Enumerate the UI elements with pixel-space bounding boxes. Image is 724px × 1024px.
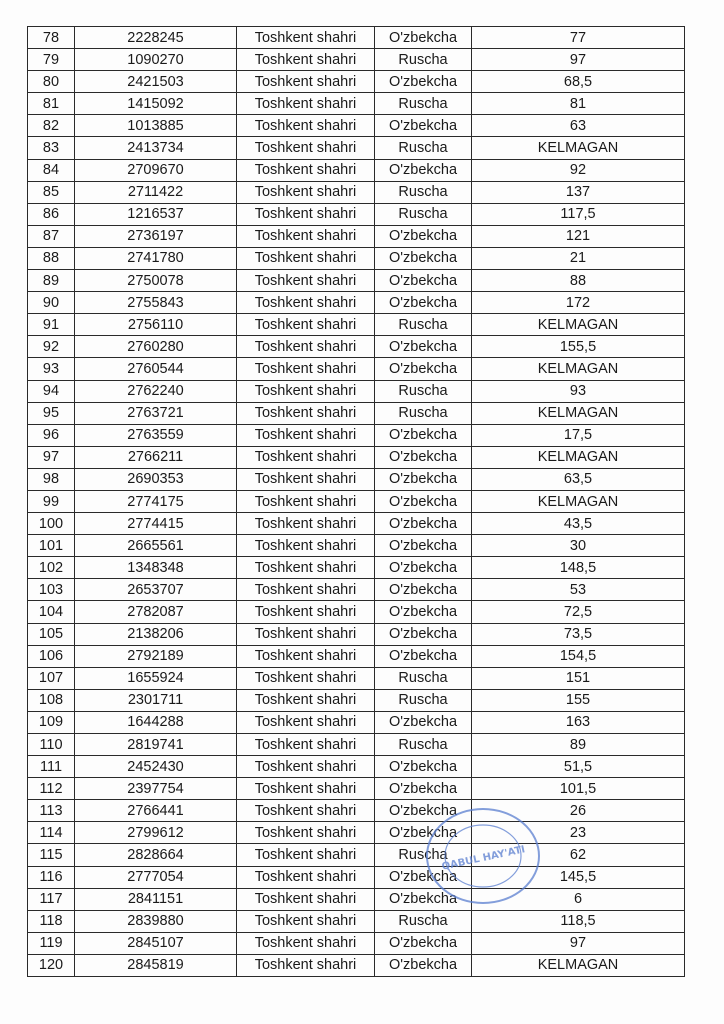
region-cell: Toshkent shahri — [237, 822, 375, 844]
score-cell: 118,5 — [472, 910, 685, 932]
row-number-cell: 120 — [28, 954, 75, 976]
region-cell: Toshkent shahri — [237, 137, 375, 159]
applicant-id-cell: 2709670 — [75, 159, 237, 181]
score-cell: 88 — [472, 270, 685, 292]
table-row — [28, 954, 685, 976]
row-number-cell: 110 — [28, 734, 75, 756]
row-number-cell: 96 — [28, 424, 75, 446]
region-cell: Toshkent shahri — [237, 225, 375, 247]
language-cell: O'zbekcha — [375, 954, 472, 976]
region-cell: Toshkent shahri — [237, 756, 375, 778]
score-cell: 21 — [472, 247, 685, 269]
table-row — [28, 513, 685, 535]
score-cell: 155 — [472, 689, 685, 711]
language-cell: O'zbekcha — [375, 932, 472, 954]
row-number-cell: 80 — [28, 71, 75, 93]
score-cell: 30 — [472, 535, 685, 557]
score-cell: 26 — [472, 800, 685, 822]
table-row — [28, 667, 685, 689]
score-cell: 97 — [472, 49, 685, 71]
row-number-cell: 109 — [28, 711, 75, 733]
applicant-id-cell: 2792189 — [75, 645, 237, 667]
applicant-id-cell: 2760280 — [75, 336, 237, 358]
table-row — [28, 888, 685, 910]
region-cell: Toshkent shahri — [237, 247, 375, 269]
row-number-cell: 82 — [28, 115, 75, 137]
table-row — [28, 49, 685, 71]
score-cell: 151 — [472, 667, 685, 689]
score-cell: KELMAGAN — [472, 954, 685, 976]
table-row — [28, 159, 685, 181]
row-number-cell: 119 — [28, 932, 75, 954]
table-row — [28, 711, 685, 733]
region-cell: Toshkent shahri — [237, 910, 375, 932]
row-number-cell: 113 — [28, 800, 75, 822]
score-cell: 68,5 — [472, 71, 685, 93]
region-cell: Toshkent shahri — [237, 446, 375, 468]
applicant-id-cell: 2755843 — [75, 292, 237, 314]
applicant-id-cell: 2736197 — [75, 225, 237, 247]
region-cell: Toshkent shahri — [237, 601, 375, 623]
language-cell: O'zbekcha — [375, 270, 472, 292]
score-cell: 17,5 — [472, 424, 685, 446]
region-cell: Toshkent shahri — [237, 689, 375, 711]
table-row — [28, 932, 685, 954]
applicant-id-cell: 2750078 — [75, 270, 237, 292]
table-row — [28, 756, 685, 778]
region-cell: Toshkent shahri — [237, 866, 375, 888]
region-cell: Toshkent shahri — [237, 711, 375, 733]
applicant-id-cell: 2762240 — [75, 380, 237, 402]
row-number-cell: 88 — [28, 247, 75, 269]
region-cell: Toshkent shahri — [237, 159, 375, 181]
row-number-cell: 89 — [28, 270, 75, 292]
row-number-cell: 90 — [28, 292, 75, 314]
applicant-id-cell: 2774175 — [75, 490, 237, 512]
language-cell: O'zbekcha — [375, 159, 472, 181]
table-row — [28, 358, 685, 380]
score-cell: 89 — [472, 734, 685, 756]
region-cell: Toshkent shahri — [237, 468, 375, 490]
score-cell: 92 — [472, 159, 685, 181]
score-cell: 6 — [472, 888, 685, 910]
table-row — [28, 446, 685, 468]
row-number-cell: 91 — [28, 314, 75, 336]
score-cell: 63 — [472, 115, 685, 137]
score-cell: 137 — [472, 181, 685, 203]
row-number-cell: 86 — [28, 203, 75, 225]
language-cell: O'zbekcha — [375, 225, 472, 247]
applicant-id-cell: 2711422 — [75, 181, 237, 203]
row-number-cell: 78 — [28, 27, 75, 49]
table-row — [28, 424, 685, 446]
language-cell: O'zbekcha — [375, 557, 472, 579]
score-cell: 145,5 — [472, 866, 685, 888]
language-cell: O'zbekcha — [375, 424, 472, 446]
language-cell: Ruscha — [375, 667, 472, 689]
table-row — [28, 645, 685, 667]
score-cell: KELMAGAN — [472, 490, 685, 512]
language-cell: Ruscha — [375, 689, 472, 711]
table-row — [28, 844, 685, 866]
table-row — [28, 822, 685, 844]
language-cell: O'zbekcha — [375, 292, 472, 314]
region-cell: Toshkent shahri — [237, 557, 375, 579]
row-number-cell: 118 — [28, 910, 75, 932]
table-row — [28, 734, 685, 756]
score-cell: 148,5 — [472, 557, 685, 579]
applicant-id-cell: 2413734 — [75, 137, 237, 159]
language-cell: Ruscha — [375, 734, 472, 756]
region-cell: Toshkent shahri — [237, 27, 375, 49]
row-number-cell: 112 — [28, 778, 75, 800]
stamp-text: QABUL HAY'ATI — [440, 844, 527, 873]
applicant-id-cell: 2756110 — [75, 314, 237, 336]
table-row — [28, 623, 685, 645]
table-row — [28, 137, 685, 159]
row-number-cell: 87 — [28, 225, 75, 247]
row-number-cell: 108 — [28, 689, 75, 711]
applicant-id-cell: 2397754 — [75, 778, 237, 800]
row-number-cell: 81 — [28, 93, 75, 115]
language-cell: O'zbekcha — [375, 866, 472, 888]
row-number-cell: 100 — [28, 513, 75, 535]
table-row — [28, 689, 685, 711]
region-cell: Toshkent shahri — [237, 954, 375, 976]
region-cell: Toshkent shahri — [237, 888, 375, 910]
table-row — [28, 225, 685, 247]
language-cell: O'zbekcha — [375, 446, 472, 468]
applicant-id-cell: 2138206 — [75, 623, 237, 645]
applicant-id-cell: 1655924 — [75, 667, 237, 689]
language-cell: O'zbekcha — [375, 27, 472, 49]
row-number-cell: 106 — [28, 645, 75, 667]
language-cell: O'zbekcha — [375, 800, 472, 822]
table-row — [28, 579, 685, 601]
score-cell: KELMAGAN — [472, 314, 685, 336]
applicant-id-cell: 2228245 — [75, 27, 237, 49]
table-row — [28, 292, 685, 314]
table-row — [28, 557, 685, 579]
applicant-id-cell: 2741780 — [75, 247, 237, 269]
language-cell: Ruscha — [375, 910, 472, 932]
row-number-cell: 117 — [28, 888, 75, 910]
row-number-cell: 102 — [28, 557, 75, 579]
table-row — [28, 203, 685, 225]
table-row — [28, 601, 685, 623]
language-cell: O'zbekcha — [375, 778, 472, 800]
score-cell: 101,5 — [472, 778, 685, 800]
table-row — [28, 247, 685, 269]
table-row — [28, 535, 685, 557]
table-row — [28, 490, 685, 512]
language-cell: O'zbekcha — [375, 358, 472, 380]
table-row — [28, 270, 685, 292]
region-cell: Toshkent shahri — [237, 778, 375, 800]
region-cell: Toshkent shahri — [237, 932, 375, 954]
region-cell: Toshkent shahri — [237, 71, 375, 93]
row-number-cell: 95 — [28, 402, 75, 424]
table-row — [28, 778, 685, 800]
language-cell: O'zbekcha — [375, 645, 472, 667]
region-cell: Toshkent shahri — [237, 181, 375, 203]
applicant-id-cell: 1090270 — [75, 49, 237, 71]
score-cell: 93 — [472, 380, 685, 402]
score-cell: 43,5 — [472, 513, 685, 535]
row-number-cell: 98 — [28, 468, 75, 490]
row-number-cell: 115 — [28, 844, 75, 866]
language-cell: Ruscha — [375, 137, 472, 159]
applicant-id-cell: 2653707 — [75, 579, 237, 601]
score-cell: 73,5 — [472, 623, 685, 645]
table-row — [28, 468, 685, 490]
region-cell: Toshkent shahri — [237, 115, 375, 137]
table-row — [28, 866, 685, 888]
table-row — [28, 27, 685, 49]
score-cell: 62 — [472, 844, 685, 866]
table-row — [28, 115, 685, 137]
applicant-id-cell: 2774415 — [75, 513, 237, 535]
region-cell: Toshkent shahri — [237, 513, 375, 535]
table-row — [28, 402, 685, 424]
language-cell: O'zbekcha — [375, 115, 472, 137]
applicant-id-cell: 2845819 — [75, 954, 237, 976]
language-cell: O'zbekcha — [375, 513, 472, 535]
row-number-cell: 104 — [28, 601, 75, 623]
applicant-id-cell: 2845107 — [75, 932, 237, 954]
score-cell: 117,5 — [472, 203, 685, 225]
applicant-id-cell: 2841151 — [75, 888, 237, 910]
region-cell: Toshkent shahri — [237, 336, 375, 358]
row-number-cell: 97 — [28, 446, 75, 468]
region-cell: Toshkent shahri — [237, 490, 375, 512]
region-cell: Toshkent shahri — [237, 292, 375, 314]
score-cell: 81 — [472, 93, 685, 115]
table-row — [28, 336, 685, 358]
score-cell: KELMAGAN — [472, 446, 685, 468]
table-row — [28, 314, 685, 336]
region-cell: Toshkent shahri — [237, 314, 375, 336]
region-cell: Toshkent shahri — [237, 579, 375, 601]
region-cell: Toshkent shahri — [237, 645, 375, 667]
language-cell: Ruscha — [375, 93, 472, 115]
applicant-id-cell: 2828664 — [75, 844, 237, 866]
row-number-cell: 85 — [28, 181, 75, 203]
score-cell: 51,5 — [472, 756, 685, 778]
results-table — [27, 26, 685, 977]
language-cell: O'zbekcha — [375, 601, 472, 623]
region-cell: Toshkent shahri — [237, 380, 375, 402]
table-row — [28, 181, 685, 203]
applicant-id-cell: 1644288 — [75, 711, 237, 733]
applicant-id-cell: 1013885 — [75, 115, 237, 137]
applicant-id-cell: 2421503 — [75, 71, 237, 93]
score-cell: 77 — [472, 27, 685, 49]
language-cell: O'zbekcha — [375, 623, 472, 645]
score-cell: 155,5 — [472, 336, 685, 358]
score-cell: KELMAGAN — [472, 402, 685, 424]
applicant-id-cell: 1216537 — [75, 203, 237, 225]
applicant-id-cell: 2763559 — [75, 424, 237, 446]
language-cell: Ruscha — [375, 203, 472, 225]
region-cell: Toshkent shahri — [237, 844, 375, 866]
language-cell: Ruscha — [375, 314, 472, 336]
applicant-id-cell: 2690353 — [75, 468, 237, 490]
language-cell: O'zbekcha — [375, 71, 472, 93]
row-number-cell: 105 — [28, 623, 75, 645]
row-number-cell: 94 — [28, 380, 75, 402]
applicant-id-cell: 2819741 — [75, 734, 237, 756]
applicant-id-cell: 2665561 — [75, 535, 237, 557]
region-cell: Toshkent shahri — [237, 270, 375, 292]
language-cell: O'zbekcha — [375, 490, 472, 512]
region-cell: Toshkent shahri — [237, 402, 375, 424]
language-cell: O'zbekcha — [375, 888, 472, 910]
row-number-cell: 84 — [28, 159, 75, 181]
score-cell: 23 — [472, 822, 685, 844]
table-row — [28, 93, 685, 115]
applicant-id-cell: 2766441 — [75, 800, 237, 822]
table-row — [28, 910, 685, 932]
row-number-cell: 99 — [28, 490, 75, 512]
row-number-cell: 111 — [28, 756, 75, 778]
language-cell: Ruscha — [375, 380, 472, 402]
language-cell: O'zbekcha — [375, 579, 472, 601]
table-row — [28, 380, 685, 402]
score-cell: 97 — [472, 932, 685, 954]
table-row — [28, 800, 685, 822]
score-cell: 121 — [472, 225, 685, 247]
results-table-body — [28, 27, 685, 977]
applicant-id-cell: 2839880 — [75, 910, 237, 932]
applicant-id-cell: 2766211 — [75, 446, 237, 468]
row-number-cell: 101 — [28, 535, 75, 557]
language-cell: O'zbekcha — [375, 822, 472, 844]
applicant-id-cell: 2452430 — [75, 756, 237, 778]
region-cell: Toshkent shahri — [237, 800, 375, 822]
score-cell: KELMAGAN — [472, 137, 685, 159]
applicant-id-cell: 2763721 — [75, 402, 237, 424]
language-cell: Ruscha — [375, 49, 472, 71]
region-cell: Toshkent shahri — [237, 358, 375, 380]
row-number-cell: 114 — [28, 822, 75, 844]
language-cell: O'zbekcha — [375, 756, 472, 778]
applicant-id-cell: 1348348 — [75, 557, 237, 579]
score-cell: 172 — [472, 292, 685, 314]
region-cell: Toshkent shahri — [237, 49, 375, 71]
score-cell: 154,5 — [472, 645, 685, 667]
region-cell: Toshkent shahri — [237, 424, 375, 446]
row-number-cell: 92 — [28, 336, 75, 358]
row-number-cell: 116 — [28, 866, 75, 888]
row-number-cell: 79 — [28, 49, 75, 71]
region-cell: Toshkent shahri — [237, 667, 375, 689]
region-cell: Toshkent shahri — [237, 93, 375, 115]
language-cell: O'zbekcha — [375, 711, 472, 733]
applicant-id-cell: 2760544 — [75, 358, 237, 380]
region-cell: Toshkent shahri — [237, 535, 375, 557]
table-row — [28, 71, 685, 93]
region-cell: Toshkent shahri — [237, 203, 375, 225]
row-number-cell: 103 — [28, 579, 75, 601]
language-cell: O'zbekcha — [375, 336, 472, 358]
score-cell: KELMAGAN — [472, 358, 685, 380]
language-cell: Ruscha — [375, 402, 472, 424]
row-number-cell: 83 — [28, 137, 75, 159]
applicant-id-cell: 2301711 — [75, 689, 237, 711]
score-cell: 163 — [472, 711, 685, 733]
language-cell: Ruscha — [375, 844, 472, 866]
applicant-id-cell: 2777054 — [75, 866, 237, 888]
region-cell: Toshkent shahri — [237, 734, 375, 756]
score-cell: 53 — [472, 579, 685, 601]
language-cell: O'zbekcha — [375, 468, 472, 490]
row-number-cell: 107 — [28, 667, 75, 689]
language-cell: O'zbekcha — [375, 535, 472, 557]
applicant-id-cell: 2782087 — [75, 601, 237, 623]
region-cell: Toshkent shahri — [237, 623, 375, 645]
score-cell: 72,5 — [472, 601, 685, 623]
score-cell: 63,5 — [472, 468, 685, 490]
applicant-id-cell: 2799612 — [75, 822, 237, 844]
row-number-cell: 93 — [28, 358, 75, 380]
language-cell: O'zbekcha — [375, 247, 472, 269]
applicant-id-cell: 1415092 — [75, 93, 237, 115]
language-cell: Ruscha — [375, 181, 472, 203]
